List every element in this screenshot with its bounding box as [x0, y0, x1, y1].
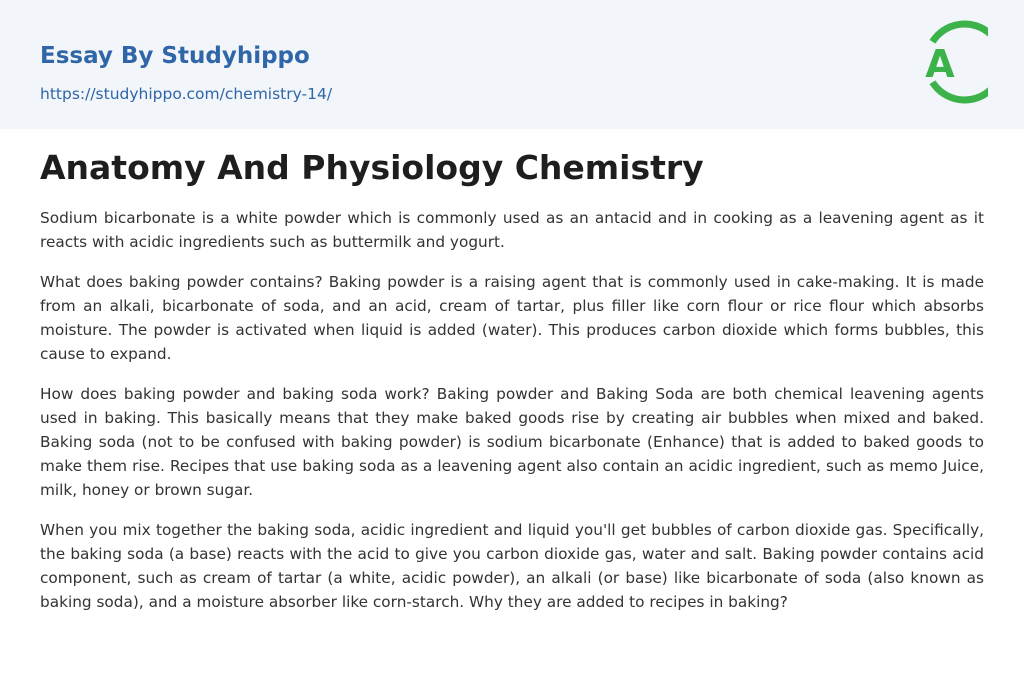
- logo-letter: A: [925, 42, 955, 86]
- article-paragraph: How does baking powder and baking soda work? Baking powder and Baking Soda are both chemical leavening agents used in baking. This basically means that they make baked goods rise by creating air bubbles when mixed and baked. Baking soda (not to be confused with baking powder) is sodium bicarbonate (Enhance) that is added to baked goods to make them rise. Recipes that use baking soda as a leavening agent also contain an acidic ingredient, such as memo Juice, milk, honey or brown sugar.: [40, 385, 984, 499]
- logo-icon: [912, 18, 988, 106]
- page-title: Anatomy And Physiology Chemistry: [40, 148, 704, 187]
- article-paragraph: When you mix together the baking soda, acidic ingredient and liquid you'll get bubbles of carbon dioxide gas. Specifically, the baking soda (a base) reacts with the acid to give you carbon dioxide gas, water and salt. Baking powder contains acid component, such as cream of tartar (a white, acidic powder), an alkali (or base) like bicarbonate of soda (also known as baking soda), and a moisture absorber like corn-starch. Why they are added to recipes in baking?: [40, 521, 984, 611]
- article-paragraph: What does baking powder contains? Baking powder is a raising agent that is commonly used in cake-making. It is made from an alkali, bicarbonate of soda, and an acid, cream of tartar, plus filler like corn flour or rice flour which absorbs moisture. The powder is activated when liquid is added (water). This produces carbon dioxide which forms bubbles, this cause to expand.: [40, 273, 984, 363]
- source-url-link[interactable]: https://studyhippo.com/chemistry-14/: [40, 85, 333, 103]
- article-paragraph: Sodium bicarbonate is a white powder which is commonly used as an antacid and in cooking as a leavening agent as it reacts with acidic ingredients such as buttermilk and yogurt.: [40, 209, 984, 251]
- article: [40, 146, 984, 630]
- site-header: [0, 0, 1024, 129]
- studyhippo-logo[interactable]: [912, 18, 988, 106]
- brand-title: Essay By Studyhippo: [40, 43, 310, 69]
